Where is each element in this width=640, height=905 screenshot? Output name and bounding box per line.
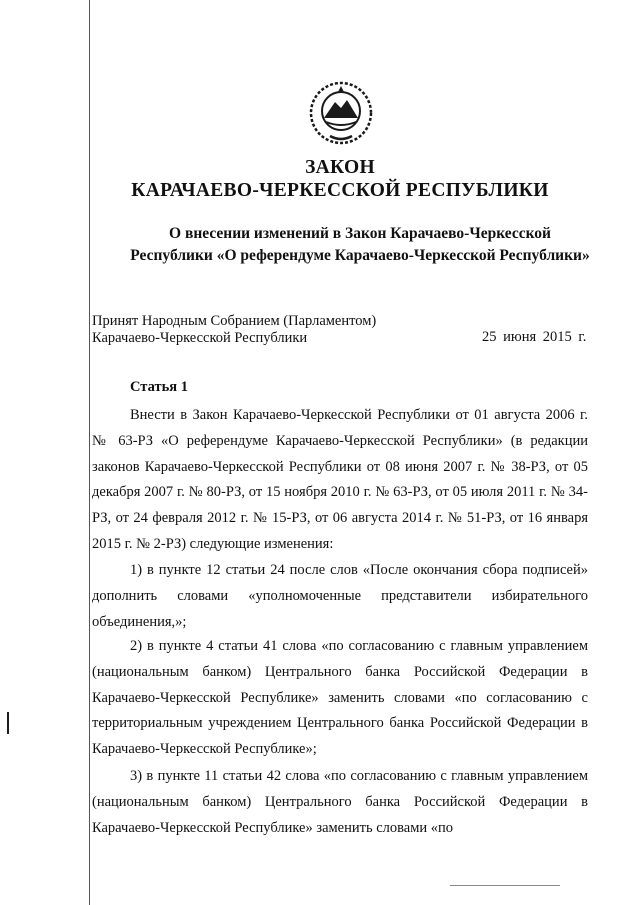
coat-of-arms-emblem — [308, 80, 374, 146]
law-subtitle: О внесении изменений в Закон Карачаево-Черкесской Республики «О референдуме Карачаево-Черкесской Республики» — [130, 225, 590, 264]
adopted-by-line2: Карачаево-Черкесской Республики — [92, 330, 308, 346]
article-paragraph-2: 2) в пункте 4 статьи 41 слова «по согласованию с главным управлением (национальным банком) Центрального банка Российской Федерации в Карачаево-Черкесской Республике» заменить словами «по согласованию с территориальным учреждением Центрального банка Российской Федерации в Карачаево-Черкесской Республике»; — [92, 638, 588, 758]
article-paragraph-intro: Внести в Закон Карачаево-Черкесской Республики от 01 августа 2006 г. № 63-РЗ «О референдуме Карачаево-Черкесской Республики» (в редакции законов Карачаево-Черкесской Республики от 08 июня 2007 г. № 38-РЗ, от 05 декабря 2007 г. № 80-РЗ, от 15 ноября 2010 г. № 63-РЗ, от 05 июля 2011 г. № 34-РЗ, от 24 февраля 2012 г. № 15-РЗ, от 06 августа 2014 г. № 51-РЗ, от 16 января 2015 г. № 2-РЗ) следующие изменения: — [92, 407, 588, 552]
law-title: ЗАКОН — [305, 157, 375, 178]
scan-mark-left — [7, 712, 9, 734]
scan-margin-line — [89, 0, 90, 905]
republic-title: КАРАЧАЕВО-ЧЕРКЕССКОЙ РЕСПУБЛИКИ — [131, 180, 549, 201]
article-paragraph-3: 3) в пункте 11 статьи 42 слова «по согласованию с главным управлением (национальным банком) Центрального банка Российской Федерации в Карачаево-Черкесской Республике» заменить словами «по — [92, 768, 588, 836]
scan-mark-bottom — [450, 885, 560, 886]
article-title: Статья 1 — [130, 379, 188, 395]
adopted-date: 25 июня 2015 г. — [482, 329, 587, 345]
article-paragraph-1: 1) в пункте 12 статьи 24 после слов «После окончания сбора подписей» дополнить словами «уполномоченные представители избирательного объединения,»; — [92, 562, 588, 630]
adopted-by-line1: Принят Народным Собранием (Парламентом) — [92, 313, 377, 329]
